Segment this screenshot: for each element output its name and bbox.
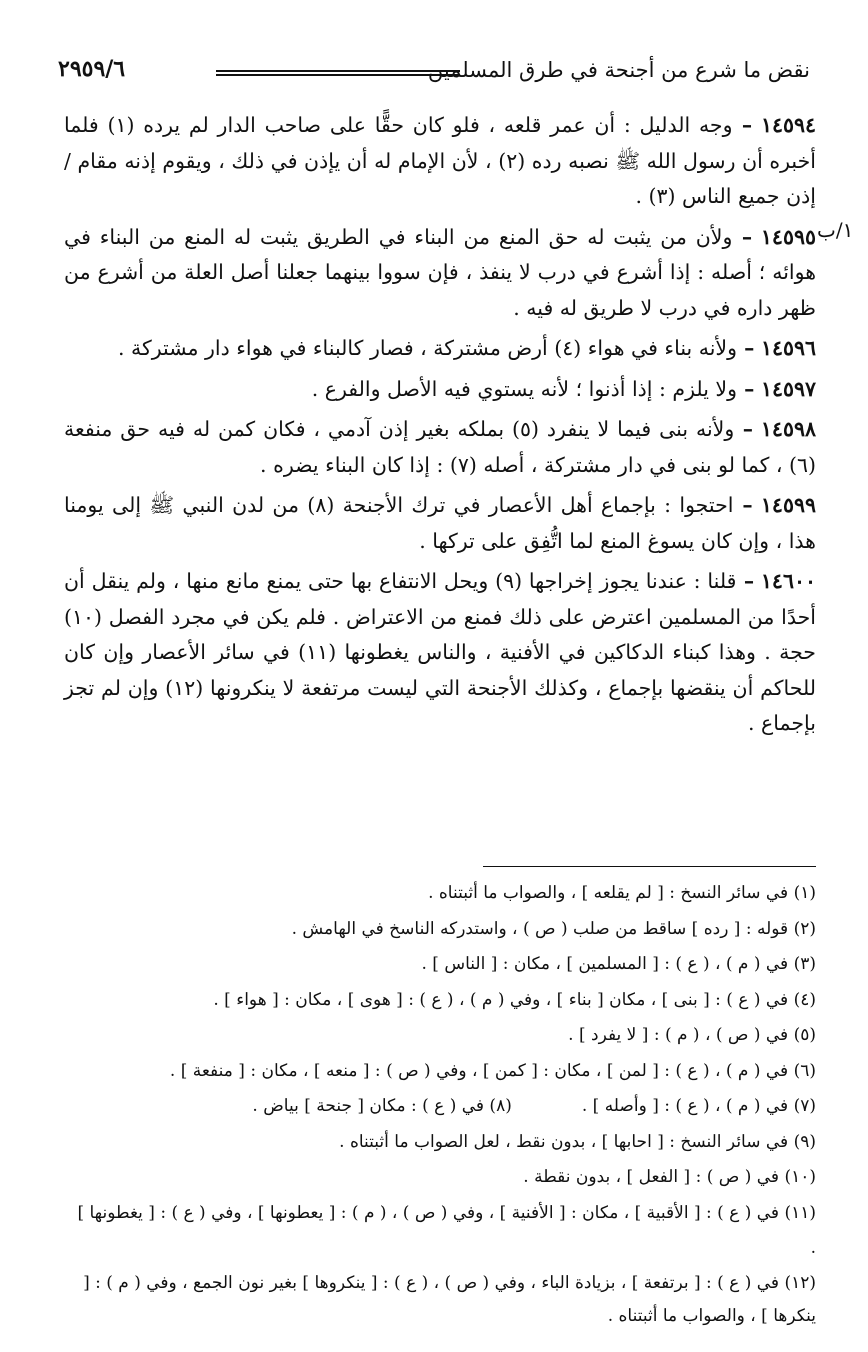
- paragraph-text: احتجوا : بإجماع أهل الأعصار في ترك الأجنحة (٨) من لدن النبي ﷺ إلى يومنا هذا ، وإن كان يسوغ المنع لما اتُّفِق على تركها .: [64, 493, 816, 553]
- paragraph-14595: [64, 220, 816, 327]
- paragraph-text: وجه الدليل : أن عمر قلعه ، فلو كان حقًّا على صاحب الدار لم يرده (١) فلما أخبره أن رسول الله ﷺ نصبه رده (٢) ، لأن الإمام له أن يإذن في ذلك ، ويقوم إذنه مقام / إذن جميع الناس (٣) .: [64, 113, 816, 208]
- paragraph-number: ١٤٥٩٩: [760, 493, 816, 517]
- paragraph-number: ١٤٥٩٧: [760, 376, 816, 401]
- paragraph-14594: [64, 108, 816, 215]
- paragraph-dash: –: [736, 569, 755, 593]
- footnote-7: (٧) في ( م ) ، ( ع ) : [ وأصله ] .: [581, 1096, 816, 1116]
- paragraph-dash: –: [737, 376, 755, 401]
- paragraph-14600: [64, 564, 816, 742]
- margin-folio-note: ١/ب: [817, 218, 854, 242]
- paragraph-number: ١٤٥٩٨: [760, 417, 816, 441]
- paragraph-dash: –: [733, 493, 753, 517]
- paragraph-14597: [64, 372, 816, 408]
- footnote-10: (١٠) في ( ص ) : [ الفعل ] ، بدون نقطة .: [523, 1167, 816, 1187]
- paragraph-dash: –: [732, 113, 753, 137]
- footnote-gap: [512, 1089, 582, 1125]
- footnote-8: (٨) في ( ع ) : مكان [ جنحة ] بياض .: [252, 1096, 512, 1116]
- footnotes: [70, 876, 816, 1333]
- footnote-12: (١٢) في ( ع ) : [ برتفعة ] ، بزيادة الباء ، وفي ( ص ) ، ( ع ) : [ ينكروها ] بغير نون الجمع ، وفي ( م ) : [ ينكرها ] ، والصواب ما أثبتناه .: [83, 1272, 816, 1326]
- header-rule: [216, 70, 460, 76]
- running-header: [58, 52, 810, 92]
- footnote-5: (٥) في ( ص ) ، ( م ) : [ لا يفرد ] .: [568, 1025, 816, 1045]
- paragraph-dash: –: [734, 417, 754, 441]
- paragraph-dash: –: [732, 224, 753, 249]
- footnote-6: (٦) في ( م ) ، ( ع ) : [ لمن ] ، مكان : [ كمن ] ، وفي ( ص ) : [ منعه ] ، مكان : [ منفعة ] .: [169, 1060, 816, 1081]
- paragraph-number: ١٤٥٩٥: [760, 224, 816, 249]
- paragraph-number: ١٤٦٠٠: [760, 569, 816, 593]
- page-number: ٢٩٥٩/٦: [58, 56, 126, 82]
- paragraph-14598: [64, 412, 816, 483]
- footnote-1: (١) في سائر النسخ : [ لم يقلعه ] ، والصواب ما أثبتناه .: [428, 883, 816, 903]
- paragraph-text: ولأنه بنى فيما لا ينفرد (٥) بملكه بغير إذن آدمي ، فكان كمن له فيه حق منفعة (٦) ، كما لو بنى في دار مشتركة ، أصله (٧) : إذا كان البناء يضره .: [64, 417, 816, 477]
- footnote-4: (٤) في ( ع ) : [ بنى ] ، مكان [ بناء ] ، وفي ( م ) ، ( ع ) : [ هوى ] ، مكان : [ هواء ] .: [213, 989, 816, 1010]
- footnote-2: (٢) قوله : [ رده ] ساقط من صلب ( ص ) ، واستدركه الناسخ في الهامش .: [291, 918, 816, 939]
- header-title: نقض ما شرع من أجنحة في طرق المسلمين: [427, 58, 810, 82]
- footnote-3: (٣) في ( م ) ، ( ع ) : [ المسلمين ] ، مكان : [ الناس ] .: [421, 954, 816, 974]
- paragraph-text: ولأنه بناء في هواء (٤) أرض مشتركة ، فصار كالبناء في هواء دار مشتركة .: [117, 336, 738, 360]
- footnote-row-7-8: [70, 1089, 816, 1125]
- paragraph-14596: [64, 331, 816, 367]
- paragraph-text: ولا يلزم : إذا أذنوا ؛ لأنه يستوي فيه الأصل والفرع .: [311, 376, 738, 401]
- paragraph-14599: [64, 488, 816, 559]
- footnote-separator: [483, 866, 816, 867]
- main-text: [64, 108, 816, 747]
- paragraph-number: ١٤٥٩٦: [760, 336, 816, 360]
- footnote-9: (٩) في سائر النسخ : [ احابها ] ، بدون نقط ، لعل الصواب ما أثبتناه .: [339, 1131, 816, 1152]
- paragraph-text: قلنا : عندنا يجوز إخراجها (٩) ويحل الانتفاع بها حتى يمنع مانع منها ، ولم ينقل أن أحدًا من المسلمين اعترض على ذلك فمنع من الاعتراض . فلم يكن في مجرد الفصل (١٠) حجة . وهذا كبناء الدكاكين في الأفنية ، والناس يغطونها (١١) في سائر الأعصار وإن كان للحاكم أن ينقضها بإجماع ، وكذلك الأجنحة التي ليست مرتفعة لا ينكرونها (١٢) وإن لم تجز بإجماع .: [64, 569, 816, 735]
- footnote-11: (١١) في ( ع ) : [ الأقبية ] ، مكان : [ الأفنية ] ، وفي ( ص ) ، ( م ) : [ يعطونها ] ، وفي ( ع ) : [ يغطونها ] .: [77, 1202, 816, 1258]
- paragraph-text: ولأن من يثبت له حق المنع من البناء في الطريق يثبت له المنع من البناء في هوائه ؛ أصله : إذا أشرع في درب لا ينفذ ، فإن سووا بينهما جعلنا أصل العلة من أشرع من ظهر داره في درب لا طريق له فيه .: [64, 224, 816, 320]
- paragraph-dash: –: [737, 336, 755, 360]
- paragraph-number: ١٤٥٩٤: [760, 113, 816, 137]
